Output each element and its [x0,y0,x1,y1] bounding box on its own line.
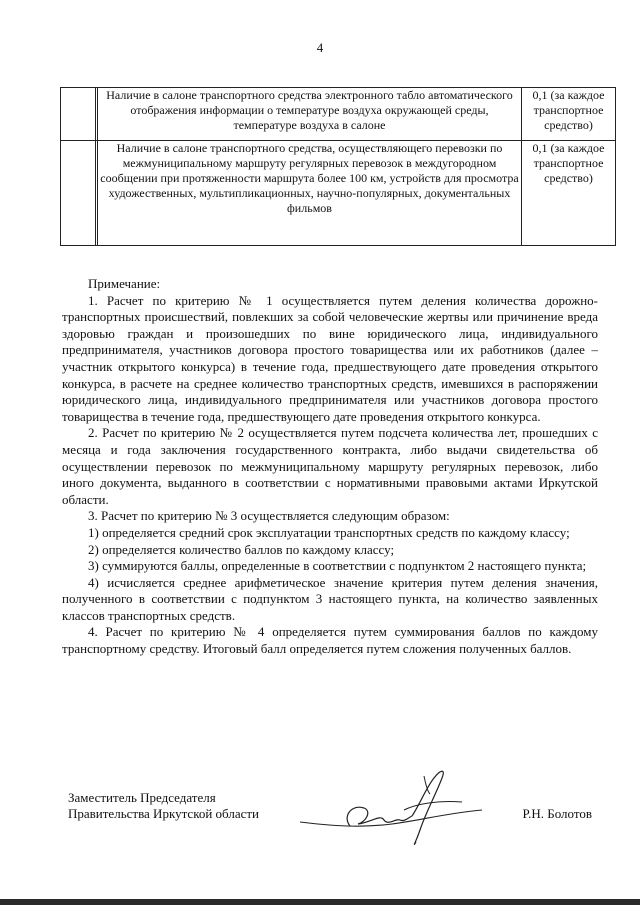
note-paragraph: 2. Расчет по критерию № 2 осуществляется путем подсчета количества лет, прошедших с месяца и года заключения государственного контракта, либо выдачи свидетельства об осуществлении перевозок по межмуниципальному маршруту регулярных перевозок, либо иного документа, выданного в соответствии с нормативными правовыми актами Иркутской области. [62,425,598,507]
signatory-name: Р.Н. Болотов [522,806,592,821]
signatory-title [68,790,259,822]
table-cell-empty [61,141,96,246]
criterion-description: Наличие в салоне транспортного средства электронного табло автоматического отображения информации о температуре воздуха окружающей среды, температуре воздуха в салоне [98,88,522,141]
note-paragraph: 3. Расчет по критерию № 3 осуществляется следующим образом: [88,508,450,524]
note-section [62,276,598,658]
note-paragraph: 1) определяется средний срок эксплуатации транспортных средств по каждому классу; [88,524,570,540]
note-heading: Примечание: [88,276,161,291]
signatory-title-line: Заместитель Председателя [68,790,216,805]
note-paragraph: 4) исчисляется среднее арифметическое значение критерия путем деления значения, полученного в соответствии с подпунктом 3 настоящего пункта, на количество заявленных классов транспортных средств. [62,574,598,623]
table-cell-empty [61,88,96,141]
criterion-score: 0,1 (за каждое транспортное средство) [522,141,616,246]
signatory-title-line: Правительства Иркутской области [68,806,260,821]
note-paragraph: 1. Расчет по критерию № 1 осуществляется путем деления количества дорожно-транспортных происшествий, повлекших за собой человеческие жертвы или причинение вреда здоровью граждан и произошедших по вине юридического лица, индивидуального предпринимателя, участников договора простого товарищества или их работников (далее – участник открытого конкурса) в течение года, предшествующего дате проведения открытого конкурса, в расчете на среднее количество транспортных средств, имевшихся в распоряжении юридического лица, индивидуального предпринимателя или участников договора простого товарищества в течение года, предшествующего дате проведения открытого конкурса. [62,292,598,424]
table-row [61,88,616,141]
note-paragraph: 2) определяется количество баллов по каждому классу; [88,541,395,557]
signature-block [62,786,598,846]
criterion-score: 0,1 (за каждое транспортное средство) [522,88,616,141]
handwritten-signature [292,764,492,854]
note-paragraph: 4. Расчет по критерию № 4 определяется путем суммирования баллов по каждому транспортному средству. Итоговый балл определяется путем сложения полученных баллов. [62,624,598,657]
criteria-table [60,87,616,246]
criterion-description: Наличие в салоне транспортного средства, осуществляющего перевозки по межмуниципальному маршруту регулярных перевозок в междугородном сообщении при протяженности маршрута более 100 км, устройств для просмотра художественных, мультипликационных, научно-популярных, документальных фильмов [98,141,522,246]
table-row [61,141,616,246]
scan-bottom-edge [0,899,640,905]
page-number: 4 [316,40,324,55]
note-paragraph: 3) суммируются баллы, определенные в соответствии с подпунктом 2 настоящего пункта; [88,558,587,574]
